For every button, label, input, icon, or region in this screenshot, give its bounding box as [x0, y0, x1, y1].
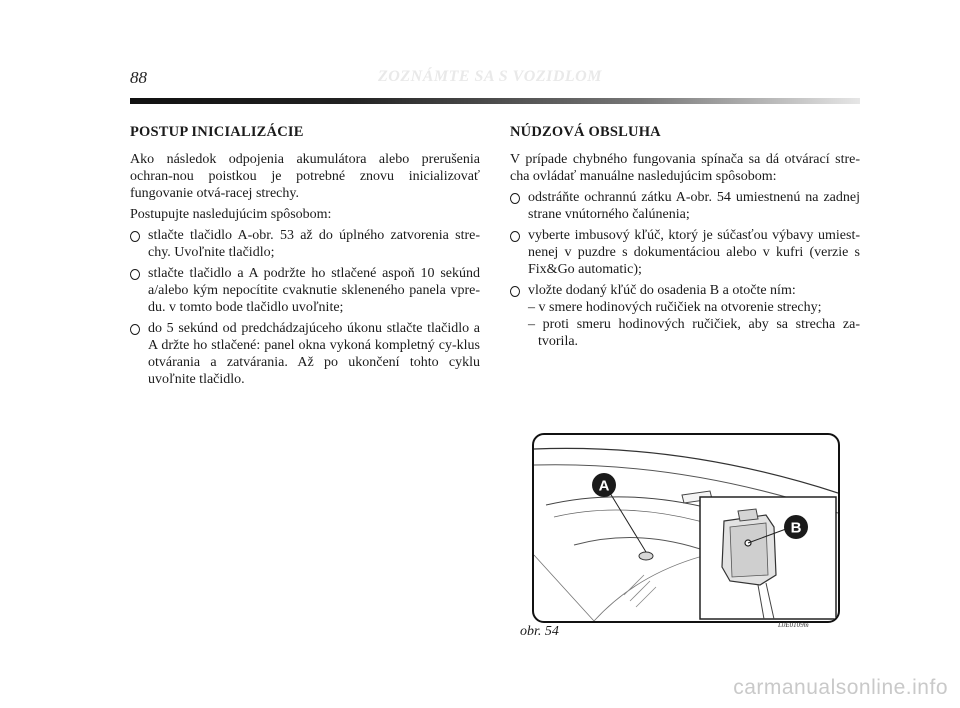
- list-item: [510, 227, 860, 278]
- section-heading-initialization: POSTUP INICIALIZÁCIE: [130, 124, 304, 140]
- sub-item-clockwise: – v smere hodinových ručičiek na otvorenie strechy;: [528, 300, 822, 315]
- bullet-icon: [510, 231, 520, 242]
- list-item: [130, 265, 480, 316]
- right-column: [510, 124, 860, 354]
- list-item: [130, 227, 480, 261]
- roof-illustration: [534, 435, 838, 621]
- intro-paragraph: V prípade chybného fungovania spínača sa dá otvárací stre-cha ovládať manuálne nasledujúcim spôsobom:: [510, 152, 860, 184]
- left-column: [130, 124, 480, 392]
- callout-a-label: A: [598, 477, 610, 495]
- list-item-text: vložte dodaný kľúč do osadenia B a otočte ním:: [528, 283, 796, 298]
- bullet-icon: [510, 193, 520, 204]
- running-title: ZOZNÁMTE SA S VOZIDLOM: [378, 68, 602, 85]
- step-list: [130, 227, 480, 388]
- list-item: [510, 189, 860, 223]
- callout-b-label: B: [790, 519, 802, 537]
- page-number: 88: [130, 68, 147, 87]
- list-item-text: vyberte imbusový kľúč, ktorý je súčasťou výbavy umiest-nenej v puzdre s dokumentáciou alebo v kufri (verzie s Fix&Go automatic);: [528, 228, 860, 277]
- figure-code: L0E0109m: [778, 621, 809, 629]
- figure-illustration: [532, 433, 840, 623]
- header-rule: [130, 98, 860, 104]
- watermark: carmanualsonline.info: [733, 676, 948, 699]
- intro-paragraph: Ako následok odpojenia akumulátora alebo prerušenia ochran-nou poistkou je potrebné znovu inicializovať fungovanie otvá-racej strechy.: [130, 152, 480, 201]
- list-item-text: odstráňte ochrannú zátku A-obr. 54 umiestnenú na zadnej strane vnútorného čalúnenia;: [528, 190, 860, 222]
- list-item-text: do 5 sekúnd od predchádzajúceho úkonu stlačte tlačidlo a A držte ho stlačené: panel okna vykoná kompletný cy-klus otvárania a zatvárania. Až po ukončení tohto cyklu uvoľnite tlačidlo.: [148, 321, 480, 387]
- bullet-icon: [130, 231, 140, 242]
- step-list: [510, 189, 860, 350]
- bullet-icon: [510, 286, 520, 297]
- lead-paragraph: Postupujte nasledujúcim spôsobom:: [130, 207, 332, 222]
- section-heading-emergency: NÚDZOVÁ OBSLUHA: [510, 124, 661, 140]
- list-item: [130, 320, 480, 388]
- list-item-text: stlačte tlačidlo A-obr. 53 až do úplného zatvorenia stre-chy. Uvoľnite tlačidlo;: [148, 228, 480, 260]
- bullet-icon: [130, 324, 140, 335]
- bullet-icon: [130, 269, 140, 280]
- protective-plug-a: [639, 552, 653, 560]
- list-item-text: stlačte tlačidlo a A podržte ho stlačené aspoň 10 sekúnd a/alebo kým nepocítite cvaknutie skleneného panela vpre-du. v tomto bode tlačidlo uvoľnite;: [148, 266, 480, 315]
- sub-item-counterclockwise: – proti smeru hodinových ručičiek, aby sa strecha za-tvorila.: [528, 317, 860, 349]
- figure-caption: obr. 54: [520, 624, 559, 639]
- list-item: [510, 282, 860, 350]
